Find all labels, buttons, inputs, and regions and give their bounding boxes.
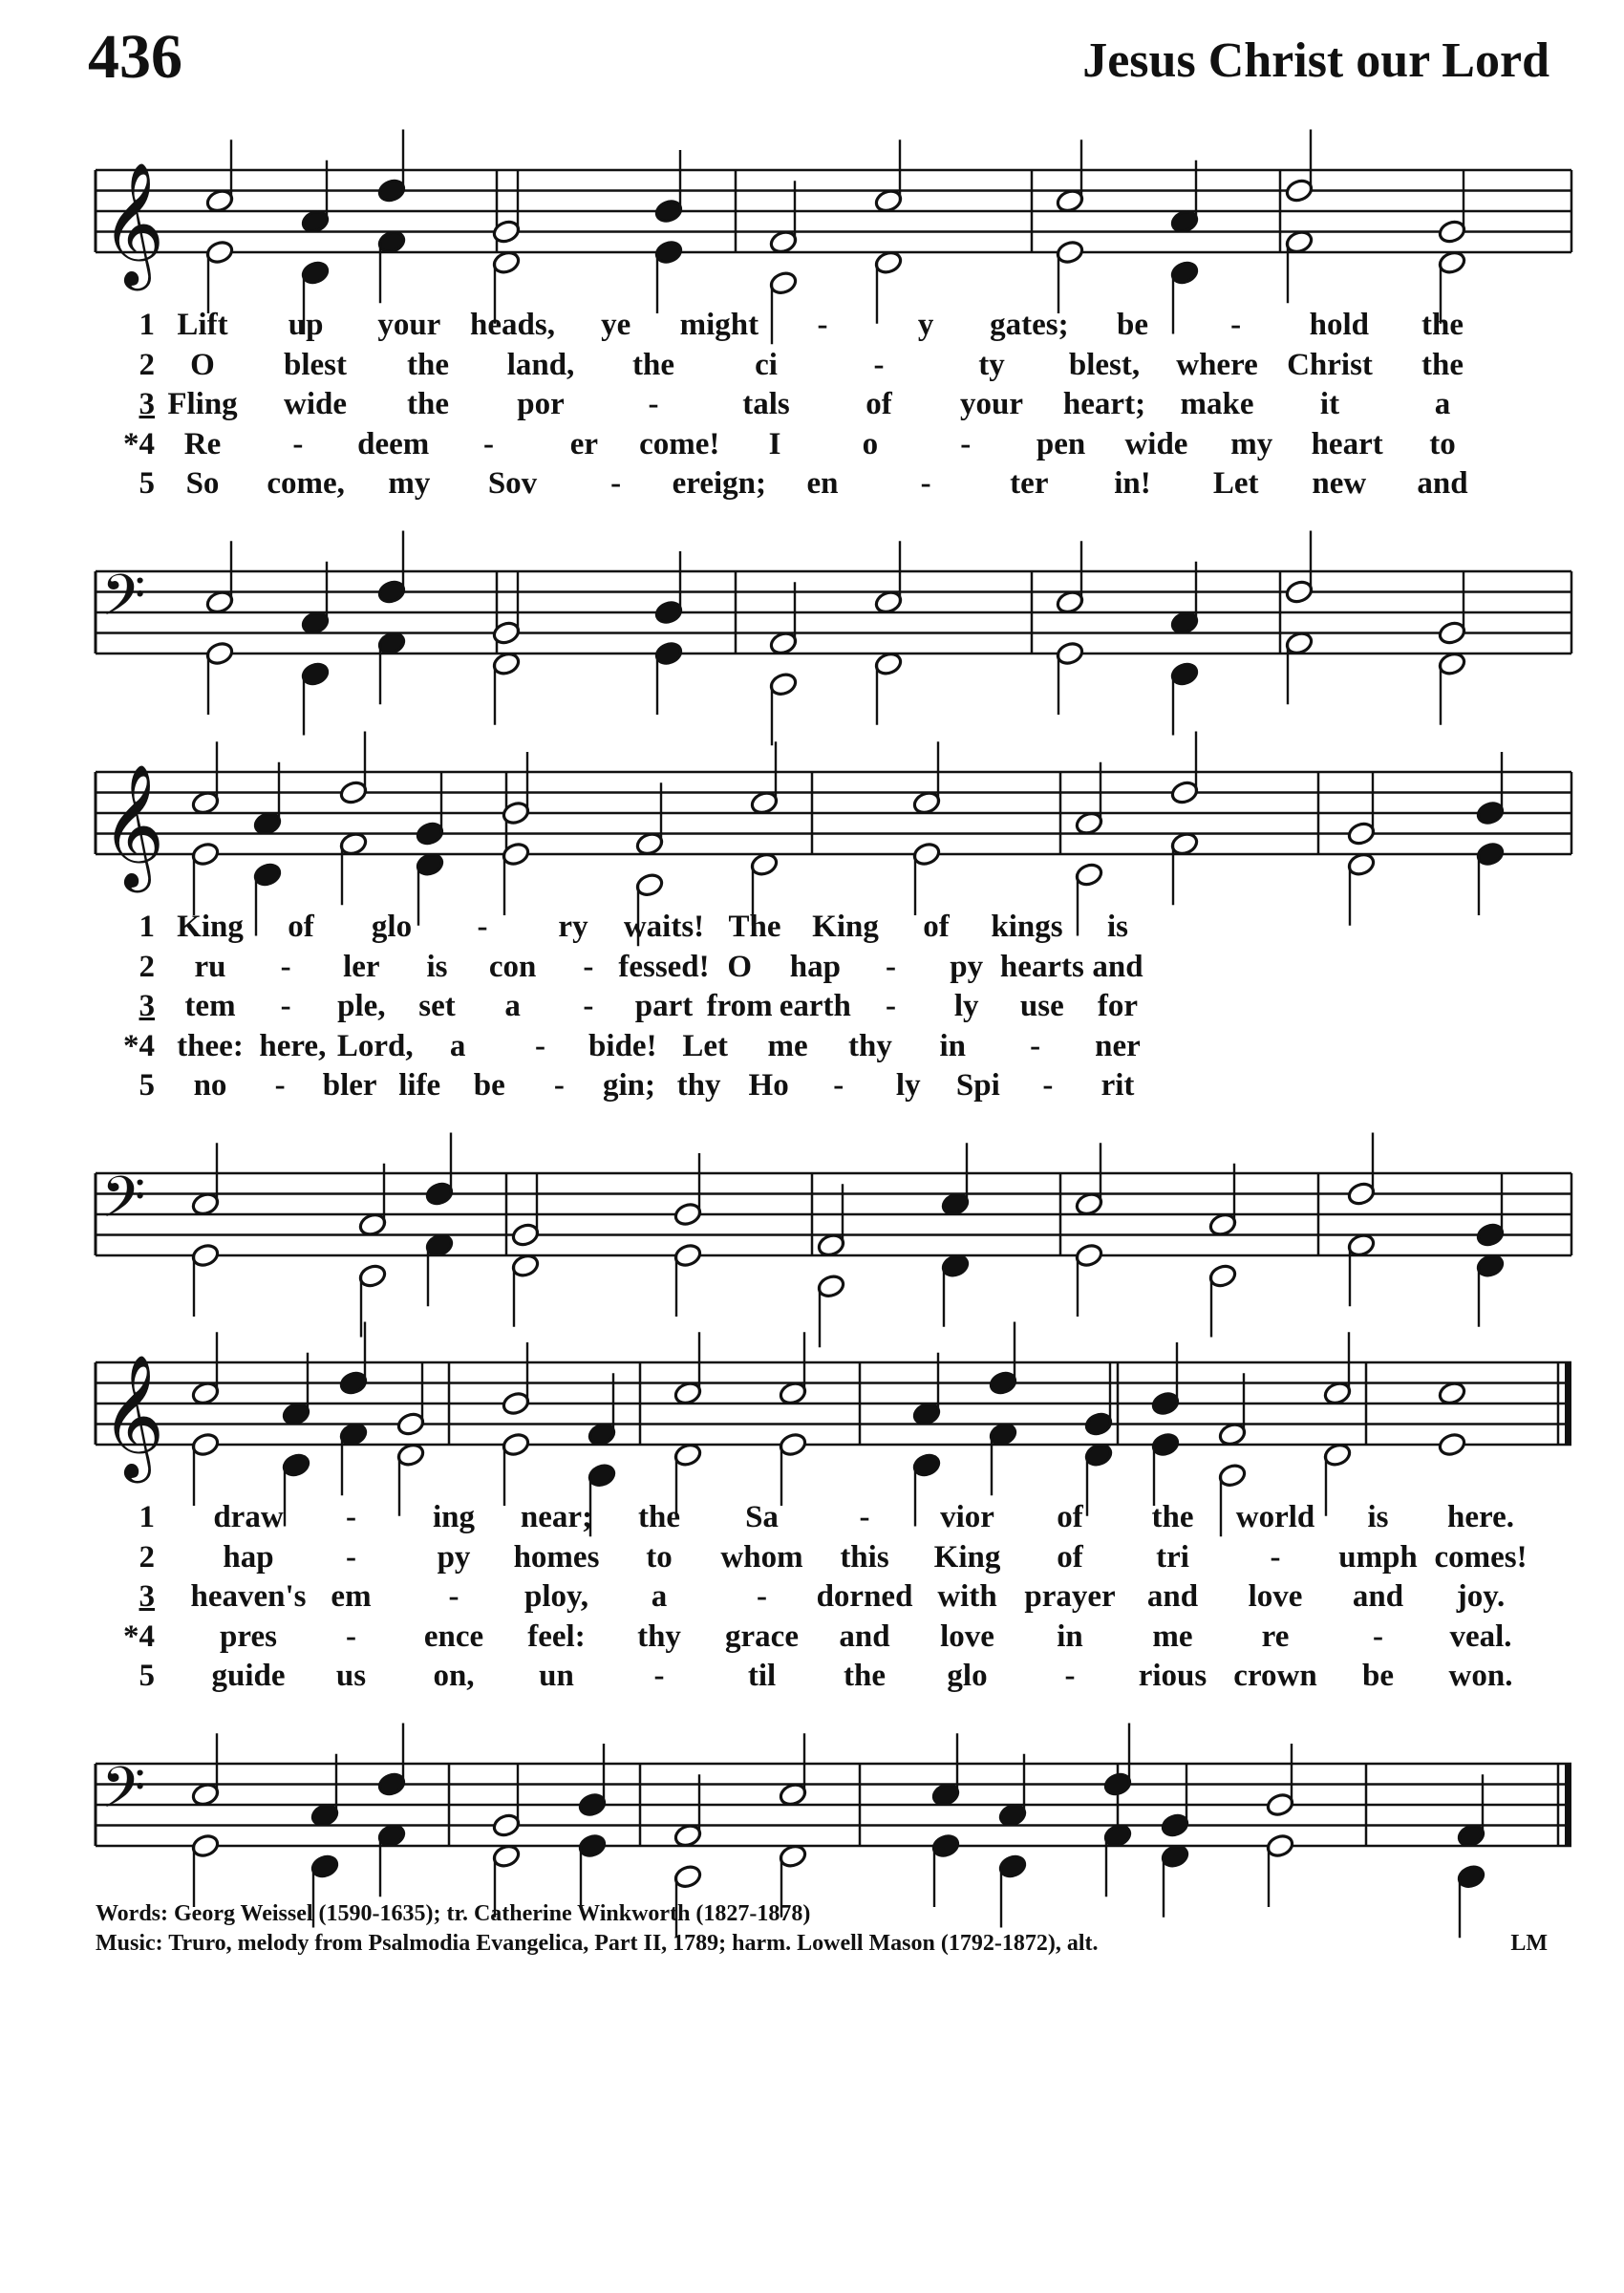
lyric-syllable: y [917, 308, 934, 342]
treble-staff-1 [96, 143, 1571, 287]
lyric-syllable: use [1019, 989, 1064, 1023]
bass-clef-icon: 𝄢 [101, 1754, 146, 1834]
lyric-syllable: vior [940, 1500, 994, 1534]
lyric-syllable: ler [343, 949, 380, 984]
lyric-syllable: life [398, 1068, 441, 1103]
lyric-syllable: set [418, 989, 456, 1023]
lyric-syllable: a [1434, 387, 1451, 421]
syllable-hyphen: - [817, 308, 828, 342]
lyric-syllable: heart [1311, 426, 1383, 461]
lyric-syllable: ter [1010, 466, 1049, 501]
lyric-syllable: dorned [816, 1579, 913, 1614]
lyric-syllable: the [407, 387, 449, 421]
lyric-syllable: til [747, 1659, 777, 1693]
lyric-syllable: love [1248, 1579, 1303, 1614]
syllable-hyphen: - [1030, 1028, 1041, 1063]
lyric-syllable: un [539, 1659, 574, 1693]
syllable-hyphen: - [960, 426, 972, 461]
lyric-syllable: tals [742, 387, 790, 421]
syllable-hyphen: - [292, 426, 304, 461]
lyric-syllable: Spi [955, 1068, 1000, 1103]
lyric-syllable: the [407, 347, 449, 382]
lyric-syllable: and [1092, 949, 1143, 984]
lyric-syllable: me [1152, 1618, 1193, 1654]
lyric-syllable: earth [779, 989, 851, 1023]
lyrics-block-1 [96, 308, 1571, 506]
lyric-syllable: to [1429, 426, 1456, 461]
lyric-syllable: it [1319, 387, 1340, 421]
lyric-syllable: en [806, 466, 839, 501]
lyric-syllable: the [1421, 347, 1464, 382]
lyric-syllable: land, [506, 347, 575, 382]
lyric-syllable: py [437, 1539, 471, 1575]
syllable-hyphen: - [833, 1068, 844, 1103]
bass-staff-2 [96, 1146, 1571, 1290]
syllable-hyphen: - [886, 989, 896, 1023]
lyric-syllable: joy. [1456, 1579, 1506, 1614]
lyric-syllable: rious [1138, 1659, 1207, 1693]
syllable-hyphen: - [280, 949, 291, 984]
lyric-syllable: re [1261, 1618, 1290, 1654]
verse-number: 2 [139, 1539, 155, 1575]
lyric-syllable: grace [725, 1618, 799, 1654]
lyric-syllable: glo [947, 1659, 988, 1693]
lyric-syllable: So [185, 466, 220, 501]
lyric-syllable: ple, [337, 989, 386, 1023]
lyric-syllable: the [632, 347, 674, 382]
verse-number: *4 [123, 426, 155, 461]
lyric-syllable: up [288, 308, 324, 342]
lyric-syllable: pen [1036, 426, 1086, 461]
verse-line-1 [96, 308, 1571, 348]
lyric-syllable: and [839, 1618, 890, 1654]
note-head [1437, 1431, 1466, 1457]
lyric-syllable: near; [520, 1500, 593, 1534]
lyric-syllable: Re [183, 426, 222, 461]
lyric-syllable: homes [513, 1539, 600, 1575]
verse-line-3 [96, 1579, 1571, 1619]
syllable-hyphen: - [886, 949, 896, 984]
verse-line-2 [96, 950, 1571, 990]
lyric-syllable: hold [1309, 308, 1370, 342]
lyric-syllable: crown [1233, 1659, 1317, 1693]
lyric-syllable: is [426, 949, 448, 984]
lyric-syllable: prayer [1024, 1579, 1116, 1614]
lyric-syllable: heaven's [190, 1579, 307, 1614]
verse-line-2 [96, 348, 1571, 388]
lyric-syllable: make [1180, 387, 1254, 421]
lyric-syllable: here, [259, 1028, 327, 1063]
syllable-hyphen: - [483, 426, 495, 461]
lyric-syllable: to [646, 1539, 673, 1575]
syllable-hyphen: - [757, 1579, 767, 1614]
lyric-syllable: in [1057, 1618, 1083, 1654]
lyric-syllable: ly [895, 1068, 921, 1103]
lyric-syllable: here. [1447, 1500, 1514, 1534]
lyric-syllable: no [193, 1068, 227, 1103]
verse-line-4 [96, 427, 1571, 467]
syllable-hyphen: - [610, 466, 622, 501]
lyric-syllable: pres [220, 1618, 277, 1654]
lyric-syllable: hap [789, 949, 841, 984]
verse-line-1 [96, 910, 1571, 950]
bass-staff-3 [96, 1737, 1571, 1880]
lyric-syllable: this [840, 1539, 889, 1575]
lyric-syllable: be [1117, 308, 1148, 342]
lyric-syllable: is [1106, 910, 1129, 944]
lyric-syllable: The [728, 910, 781, 944]
lyric-syllable: thee: [177, 1028, 244, 1063]
lyric-syllable: ing [432, 1500, 476, 1534]
lyric-syllable: Ho [748, 1068, 789, 1103]
syllable-hyphen: - [280, 989, 291, 1023]
treble-clef-icon: 𝄞 [101, 763, 165, 888]
treble-staff-2 [96, 745, 1571, 889]
lyric-syllable: bler [322, 1068, 377, 1103]
verse-number: 3 [139, 989, 155, 1023]
hymn-number: 436 [88, 22, 182, 92]
verse-number: *4 [123, 1618, 155, 1654]
words-credit: Words: Georg Weissel (1590-1635); tr. Catherine Winkworth (1827-1878) [96, 1901, 811, 1926]
lyric-syllable: a [504, 989, 521, 1023]
verse-number: 5 [139, 466, 155, 501]
lyric-syllable: in! [1114, 466, 1151, 501]
lyric-syllable: ye [601, 308, 631, 342]
lyric-syllable: feel: [527, 1618, 586, 1654]
lyric-syllable: where [1176, 347, 1258, 382]
lyric-syllable: Sov [487, 466, 538, 501]
lyric-syllable: and [1352, 1579, 1404, 1614]
lyric-syllable: deem [357, 426, 430, 461]
lyric-syllable: waits! [623, 910, 705, 944]
syllable-hyphen: - [448, 1579, 459, 1614]
lyric-syllable: heads, [470, 308, 555, 342]
verse-number: 2 [139, 949, 155, 984]
lyric-syllable: Fling [167, 387, 238, 421]
lyric-syllable: part [634, 989, 694, 1023]
lyric-syllable: King [812, 910, 879, 944]
lyric-syllable: o [862, 426, 879, 461]
syllable-hyphen: - [1064, 1659, 1076, 1693]
lyric-syllable: and [1146, 1579, 1199, 1614]
bass-staff-1 [96, 545, 1571, 688]
lyrics-block-2 [96, 910, 1571, 1108]
lyric-syllable: gin; [602, 1068, 655, 1103]
lyric-syllable: Christ [1287, 347, 1373, 382]
lyric-syllable: rit [1100, 1068, 1135, 1103]
lyric-syllable: the [1151, 1500, 1194, 1534]
lyric-syllable: ci [755, 347, 778, 382]
verse-line-3 [96, 989, 1571, 1029]
lyric-syllable: em [331, 1579, 372, 1614]
lyric-syllable: come! [639, 426, 720, 461]
lyric-syllable: glo [371, 910, 413, 944]
music-credit: Music: Truro, melody from Psalmodia Evangelica, Part II, 1789; harm. Lowell Mason (1792-1872), alt. [96, 1931, 1099, 1956]
lyric-syllable: the [1421, 308, 1464, 342]
lyric-syllable: might [679, 308, 759, 342]
lyric-syllable: Sa [745, 1500, 779, 1534]
syllable-hyphen: - [346, 1539, 356, 1575]
lyric-syllable: O [727, 949, 752, 984]
lyric-syllable: a [449, 1028, 466, 1063]
syllable-hyphen: - [583, 989, 594, 1023]
verse-line-4 [96, 1619, 1571, 1660]
lyric-syllable: blest [284, 347, 347, 382]
verse-number: 1 [139, 1500, 155, 1534]
treble-clef-icon: 𝄞 [101, 1354, 165, 1478]
verse-number: 3 [139, 387, 155, 421]
verse-line-5 [96, 466, 1571, 506]
lyric-syllable: the [844, 1659, 886, 1693]
lyric-syllable: come, [267, 466, 345, 501]
lyric-syllable: for [1097, 989, 1139, 1023]
lyric-syllable: thy [676, 1068, 721, 1103]
verse-number: *4 [123, 1028, 155, 1063]
syllable-hyphen: - [859, 1500, 870, 1534]
lyric-syllable: wide [1124, 426, 1188, 461]
verse-line-5 [96, 1659, 1571, 1699]
lyric-syllable: tri [1156, 1539, 1189, 1575]
lyric-syllable: guide [211, 1659, 286, 1693]
treble-clef-icon: 𝄞 [101, 161, 165, 286]
verse-number: 1 [139, 910, 155, 944]
syllable-hyphen: - [583, 949, 594, 984]
lyric-syllable: of [1057, 1500, 1083, 1534]
lyric-syllable: thy [637, 1618, 681, 1654]
lyric-syllable: ereign; [672, 466, 767, 501]
bass-clef-icon: 𝄢 [101, 562, 146, 642]
lyric-syllable: King [933, 1539, 1001, 1575]
lyric-syllable: py [950, 949, 984, 984]
lyric-syllable: love [940, 1618, 994, 1654]
lyric-syllable: ry [558, 910, 588, 944]
syllable-hyphen: - [920, 466, 931, 501]
lyric-syllable: Lord, [336, 1028, 414, 1063]
lyric-syllable: ner [1095, 1028, 1141, 1063]
lyric-syllable: umph [1338, 1539, 1418, 1575]
lyrics-block-3 [96, 1500, 1571, 1699]
syllable-hyphen: - [346, 1618, 356, 1654]
verse-line-2 [96, 1540, 1571, 1580]
lyric-syllable: blest, [1068, 347, 1141, 382]
lyric-syllable: my [388, 466, 431, 501]
syllable-hyphen: - [873, 347, 885, 382]
lyric-syllable: is [1367, 1500, 1389, 1534]
verse-number: 3 [139, 1579, 155, 1614]
syllable-hyphen: - [274, 1068, 286, 1103]
verse-line-5 [96, 1068, 1571, 1108]
lyric-syllable: with [937, 1579, 997, 1614]
lyric-syllable: draw [213, 1500, 284, 1534]
lyric-syllable: bide! [588, 1028, 657, 1063]
lyric-syllable: ly [953, 989, 979, 1023]
lyric-syllable: from [706, 989, 773, 1023]
syllable-hyphen: - [477, 910, 488, 944]
syllable-hyphen: - [1270, 1539, 1281, 1575]
lyric-syllable: be [473, 1068, 505, 1103]
verse-number: 5 [139, 1068, 155, 1103]
lyric-syllable: wide [284, 387, 347, 421]
lyric-syllable: of [1057, 1539, 1083, 1575]
lyric-syllable: Lift [177, 308, 228, 342]
lyric-syllable: world [1235, 1500, 1315, 1534]
treble-staff-3 [96, 1336, 1571, 1479]
lyric-syllable: whom [720, 1539, 803, 1575]
lyric-syllable: gates; [990, 308, 1069, 342]
lyric-syllable: I [768, 426, 781, 461]
lyric-syllable: of [923, 910, 950, 944]
lyric-syllable: won. [1448, 1659, 1513, 1693]
lyric-syllable: ty [978, 347, 1005, 382]
lyric-syllable: your [960, 387, 1023, 421]
lyric-syllable: me [767, 1028, 808, 1063]
lyric-syllable: ploy, [524, 1579, 588, 1614]
syllable-hyphen: - [1230, 308, 1242, 342]
verse-number: 1 [139, 308, 155, 342]
final-barline [1565, 1362, 1571, 1445]
lyric-syllable: fessed! [618, 949, 710, 984]
lyric-syllable: of [288, 910, 314, 944]
lyric-syllable: kings [991, 910, 1063, 944]
syllable-hyphen: - [653, 1659, 665, 1693]
lyric-syllable: the [638, 1500, 680, 1534]
lyric-syllable: ence [423, 1618, 484, 1654]
syllable-hyphen: - [1042, 1068, 1054, 1103]
lyric-syllable: heart; [1062, 387, 1146, 421]
syllable-hyphen: - [648, 387, 659, 421]
lyric-syllable: er [569, 426, 599, 461]
hymn-section-title: Jesus Christ our Lord [1082, 33, 1549, 88]
meter-label: LM [1510, 1931, 1548, 1956]
syllable-hyphen: - [553, 1068, 565, 1103]
lyric-syllable: us [335, 1659, 367, 1693]
lyric-syllable: comes! [1434, 1539, 1528, 1575]
verse-line-1 [96, 1500, 1571, 1540]
lyric-syllable: ru [194, 949, 226, 984]
verse-line-4 [96, 1029, 1571, 1069]
lyric-syllable: hap [223, 1539, 274, 1575]
lyric-syllable: King [177, 910, 244, 944]
lyric-syllable: tem [184, 989, 236, 1023]
lyric-syllable: your [377, 308, 441, 342]
lyric-syllable: my [1230, 426, 1273, 461]
lyric-syllable: con [488, 949, 537, 984]
lyric-syllable: new [1312, 466, 1367, 501]
lyric-syllable: of [865, 387, 892, 421]
lyric-syllable: thy [847, 1028, 892, 1063]
lyric-syllable: hearts [999, 949, 1084, 984]
lyric-syllable: a [651, 1579, 668, 1614]
bass-clef-icon: 𝄢 [101, 1164, 146, 1244]
final-barline [1565, 1764, 1571, 1846]
lyric-syllable: and [1417, 466, 1468, 501]
syllable-hyphen: - [534, 1028, 545, 1063]
lyric-syllable: veal. [1449, 1618, 1512, 1654]
verse-number: 5 [139, 1659, 155, 1693]
verse-line-3 [96, 387, 1571, 427]
lyric-syllable: Let [682, 1028, 728, 1063]
lyric-syllable: in [939, 1028, 967, 1063]
lyric-syllable: O [190, 347, 215, 382]
credits [96, 1899, 1567, 1959]
verse-number: 2 [139, 347, 155, 382]
lyric-syllable: on, [433, 1659, 475, 1693]
lyric-syllable: be [1362, 1659, 1394, 1693]
syllable-hyphen: - [346, 1500, 356, 1534]
lyric-syllable: por [517, 387, 565, 421]
syllable-hyphen: - [1373, 1618, 1383, 1654]
lyric-syllable: Let [1212, 466, 1259, 501]
